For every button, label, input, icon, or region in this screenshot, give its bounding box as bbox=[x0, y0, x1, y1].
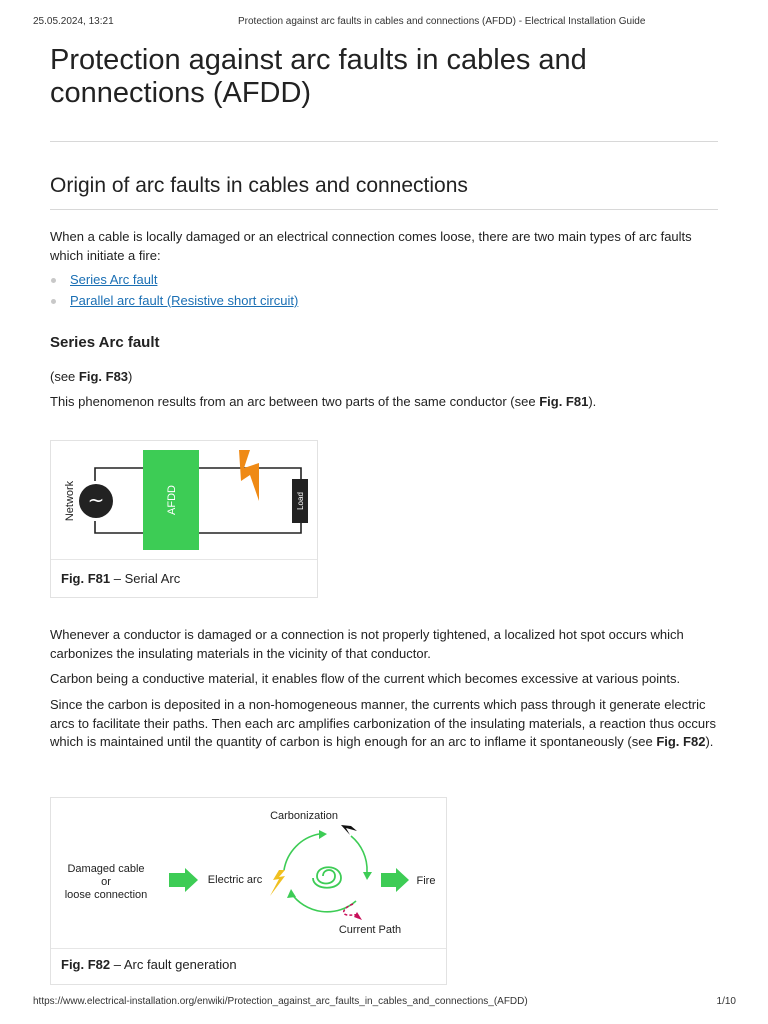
title-divider bbox=[50, 141, 718, 142]
arc-fault-generation-diagram bbox=[51, 798, 446, 948]
carbonization-cycle-icon bbox=[284, 834, 367, 912]
print-footer bbox=[33, 996, 736, 1007]
damaged-cable-label: Damaged cable bbox=[67, 863, 145, 875]
paragraph-hot-spot: Whenever a conductor is damaged or a connection is not properly tightened, a localized hot spot occurs which carbonizes the insulating materials in the vicinity of that conductor. bbox=[50, 627, 684, 661]
figure-f82 bbox=[50, 797, 447, 985]
page-title: Protection against arc faults in cables and connections (AFDD) bbox=[50, 44, 587, 109]
parallel-arc-fault-link[interactable]: Parallel arc fault (Resistive short circuit) bbox=[70, 293, 299, 308]
list-item bbox=[50, 270, 298, 291]
electric-arc-label: Electric arc bbox=[207, 874, 263, 886]
intro-paragraph: When a cable is locally damaged or an electrical connection comes loose, there are two main types of arc faults which initiate a fire: bbox=[50, 229, 692, 263]
fig-f82-ref: Fig. F82 bbox=[656, 734, 706, 749]
series-arc-subheading: Series Arc fault bbox=[50, 334, 160, 351]
afdd-label: AFDD bbox=[166, 485, 178, 515]
arrow-to-fire-icon bbox=[381, 868, 409, 892]
serial-arc-diagram bbox=[51, 441, 317, 559]
or-label: or bbox=[101, 876, 111, 888]
phenomenon-paragraph: This phenomenon results from an arc between two parts of the same conductor (see Fig. F81). bbox=[50, 394, 597, 409]
loose-connection-label: loose connection bbox=[64, 889, 148, 901]
print-url: https://www.electrical-installation.org/enwiki/Protection_against_arc_faults_in_cables_and_connections_(AFDD) bbox=[33, 996, 528, 1007]
print-page-title: Protection against arc faults in cables and connections (AFDD) - Electrical Installation Guide bbox=[238, 16, 646, 27]
electric-arc-spark-icon bbox=[270, 870, 285, 896]
fire-label: Fire bbox=[416, 875, 436, 887]
print-timestamp: 25.05.2024, 13:21 bbox=[33, 16, 114, 27]
paragraph-carbon: Carbon being a conductive material, it enables flow of the current which becomes excessive at various points. bbox=[50, 671, 681, 686]
load-label: Load bbox=[296, 492, 305, 510]
list-item bbox=[50, 291, 298, 312]
section-heading: Origin of arc faults in cables and connections bbox=[50, 174, 468, 197]
fig-f81-ref: Fig. F81 bbox=[539, 394, 589, 409]
carbonization-label: Carbonization bbox=[270, 810, 338, 822]
figure-f81 bbox=[50, 440, 318, 598]
series-arc-fault-link[interactable]: Series Arc fault bbox=[70, 272, 158, 287]
figure-f81-caption: Fig. F81 – Serial Arc bbox=[61, 571, 181, 586]
arc-fault-type-list bbox=[50, 270, 298, 312]
arrow-to-electric-arc-icon bbox=[169, 868, 198, 892]
swirl-icon bbox=[313, 867, 341, 888]
section-divider bbox=[50, 209, 718, 210]
paragraph-arc-generation: Since the carbon is deposited in a non-homogeneous manner, the currents which pass through it generate electric arcs to facilitate their paths. Then each arc amplifies carbonization of the insulating materials, a reaction thus occurs which is maintained until the quantity of carbon is high enough for an arc to inflame it spontaneously (see Fig. F82). bbox=[50, 697, 716, 749]
see-reference: (see Fig. F83) bbox=[50, 369, 133, 384]
ac-source-symbol: ~ bbox=[87, 488, 105, 512]
current-path-label: Current Path bbox=[338, 924, 402, 936]
network-label: Network bbox=[64, 480, 76, 522]
print-page-number: 1/10 bbox=[716, 996, 736, 1007]
fig-f83-ref: Fig. F83 bbox=[78, 369, 129, 384]
arc-spark-icon bbox=[239, 450, 259, 501]
figure-f82-caption: Fig. F82 – Arc fault generation bbox=[61, 957, 237, 972]
carbon-lump-icon bbox=[341, 825, 357, 835]
